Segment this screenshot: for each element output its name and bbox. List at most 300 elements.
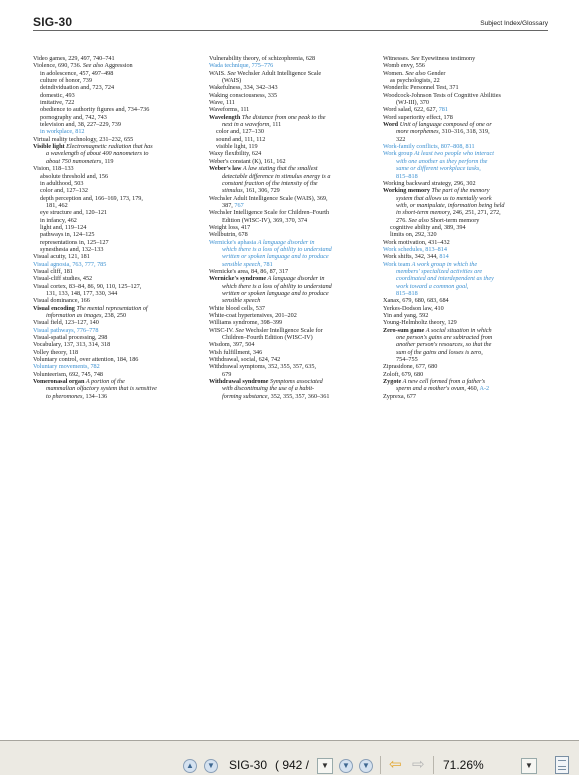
index-text: Yin and yang, 592 <box>383 312 429 320</box>
index-entry <box>33 356 193 363</box>
index-link[interactable]: same or different workplace tasks, <box>396 165 481 173</box>
index-column-3 <box>383 55 548 400</box>
index-text: sperm and a mother's ovum, <box>396 385 466 393</box>
index-text: more morphemes, <box>396 128 441 136</box>
index-entry <box>383 385 548 392</box>
index-text: which there is a loss of ability to understand <box>222 282 332 290</box>
index-text: 134–136 <box>83 392 108 400</box>
index-text: written or spoken language and to produce <box>222 290 329 297</box>
index-text: Williams syndrome, 398–399 <box>209 319 283 327</box>
index-entry <box>383 268 548 275</box>
index-text: Wechsler Adult Intelligence Scale <box>235 69 322 77</box>
index-text: Visual field, 123–127, 140 <box>33 319 99 327</box>
index-entry <box>33 261 193 268</box>
index-entry <box>383 128 548 135</box>
index-text: Visual-cliff studies, 452 <box>33 275 93 283</box>
index-entry <box>33 202 193 209</box>
index-link[interactable]: Work team <box>383 260 411 268</box>
index-text: 754–755 <box>396 356 418 364</box>
index-entry <box>383 143 548 150</box>
index-text: forming substance, <box>222 392 270 400</box>
index-text: Visual encoding <box>33 304 75 312</box>
index-text: Visual acuity, 121, 181 <box>33 253 90 261</box>
index-text: obedience to authority figures and, 734–736 <box>40 106 150 114</box>
index-entry <box>33 268 193 275</box>
index-entry <box>33 378 193 385</box>
index-entry <box>33 327 193 334</box>
index-text: Waveforms, 111 <box>209 106 250 114</box>
index-text: 181, 462 <box>46 201 68 209</box>
index-entry <box>209 217 374 224</box>
index-entry <box>209 393 374 400</box>
index-text: mammalian olfactory system that is sensitive <box>46 385 157 393</box>
index-text: See <box>235 326 244 334</box>
index-entry <box>33 231 193 238</box>
index-entry <box>209 327 374 334</box>
index-text: Wechsler Intelligence Scale for Children–Fourth <box>209 209 330 217</box>
index-text: Ziprasidone, 677, 680 <box>383 363 438 371</box>
index-entry <box>383 114 548 121</box>
index-text: Wakefulness, 334, 342–343 <box>209 84 278 92</box>
index-entry <box>209 268 374 275</box>
index-link[interactable]: 815–818 <box>396 172 418 180</box>
index-text: Violence, 690, 736. <box>33 62 83 70</box>
index-entry <box>209 99 374 106</box>
next-page-icon[interactable]: ▼ <box>359 759 373 773</box>
index-entry <box>383 246 548 253</box>
index-entry <box>33 363 193 370</box>
index-text: domestic, 493 <box>40 91 75 99</box>
index-text: White-coat hypertensives, 201–202 <box>209 312 297 320</box>
index-entry <box>33 275 193 282</box>
page-dropdown-icon[interactable]: ▼ <box>317 758 333 774</box>
index-entry <box>33 128 193 135</box>
index-text: Symptoms associated <box>268 378 323 386</box>
index-entry <box>209 128 374 135</box>
index-text: Short-term memory <box>428 216 480 224</box>
index-entry <box>383 180 548 187</box>
index-text: Visual cortex, 83–84, 86, 90, 110, 125–127, <box>33 282 142 290</box>
index-entry <box>209 349 374 356</box>
index-entry <box>33 290 193 297</box>
index-entry <box>383 378 548 385</box>
index-text: another person's resources, so that the <box>396 341 492 349</box>
index-text: 679 <box>222 370 232 378</box>
index-entry <box>209 55 374 62</box>
index-text: A social situation in which <box>424 326 492 334</box>
index-link[interactable]: Wada technique, 775–776 <box>209 62 274 70</box>
index-text: Zygote <box>383 378 402 386</box>
index-entry <box>383 239 548 246</box>
index-text: Word superiority effect, 178 <box>383 113 453 121</box>
index-entry <box>209 150 374 157</box>
index-entry <box>209 290 374 297</box>
index-entry <box>33 283 193 290</box>
index-entry <box>383 106 548 113</box>
index-entry <box>383 327 548 334</box>
index-text: WAIS. <box>209 69 228 77</box>
index-text: Work shifts, 342, 344, <box>383 253 440 261</box>
index-link[interactable]: 814 <box>439 253 449 261</box>
index-entry <box>383 84 548 91</box>
index-text: Vocabulary, 137, 313, 314, 318 <box>33 341 111 349</box>
index-text: light and, 119–124 <box>40 223 87 231</box>
index-text: system that allows us to mentally work <box>396 194 492 202</box>
index-text: culture of honor, 739 <box>40 77 92 85</box>
index-link[interactable]: which there is a loss of ability to understand <box>222 245 332 253</box>
index-entry <box>209 180 374 187</box>
index-link[interactable]: A-2 <box>479 385 490 393</box>
index-text: detectable difference in stimulus energy is a <box>222 172 331 180</box>
index-text: Young-Helmholtz theory, 129 <box>383 319 457 327</box>
index-entry <box>33 136 193 143</box>
index-text: 111 <box>270 121 282 129</box>
document-icon[interactable] <box>555 756 569 774</box>
index-text: Wave, 111 <box>209 99 235 107</box>
reader-toolbar <box>0 740 579 775</box>
index-entry <box>383 187 548 194</box>
index-text: Zyprexa, 677 <box>383 392 416 400</box>
index-text: color and, 127–130 <box>216 128 264 136</box>
index-text: Wish fulfillment, 346 <box>209 348 263 356</box>
index-text: Wernicke's syndrome <box>209 275 267 283</box>
index-entry <box>209 77 374 84</box>
index-text: Visual-spatial processing, 298 <box>33 334 108 342</box>
index-text: 131, 133, 148, 177, 330, 344 <box>46 290 118 297</box>
index-entry <box>33 70 193 77</box>
index-link[interactable]: 781 <box>261 260 273 268</box>
index-entry <box>383 99 548 106</box>
index-entry <box>209 341 374 348</box>
index-text: Waxy flexibility, 624 <box>209 150 262 158</box>
index-entry <box>209 305 374 312</box>
index-text: Visual dominance, 166 <box>33 297 90 305</box>
index-text: The mental representation of <box>74 304 148 312</box>
index-text: visible light, 119 <box>216 143 258 151</box>
index-text: deindividuation and, 723, 724 <box>40 84 115 92</box>
index-text: Vision, 118–133 <box>33 165 74 173</box>
index-entry <box>209 275 374 282</box>
index-text: sound and, 111, 112 <box>216 135 266 143</box>
index-link[interactable]: Work-family conflicts, 807–808, 811 <box>383 143 475 151</box>
index-link[interactable]: Visual pathways, 776–778 <box>33 326 99 334</box>
index-entry <box>383 253 548 260</box>
index-entry <box>209 209 374 216</box>
index-entry <box>33 195 193 202</box>
index-entry <box>33 180 193 187</box>
zoom-dropdown-icon[interactable]: ▼ <box>521 758 537 774</box>
index-entry <box>383 224 548 231</box>
index-text: Vomeronasal organ <box>33 378 85 386</box>
index-entry <box>209 239 374 246</box>
index-entry <box>33 217 193 224</box>
index-entry <box>383 371 548 378</box>
index-text: White blood cells, 537 <box>209 304 266 312</box>
index-text: Electromagnetic radiation that has <box>64 143 153 151</box>
index-text: See <box>227 69 236 77</box>
back-icon[interactable]: ⇦ <box>389 756 402 773</box>
index-entry <box>33 341 193 348</box>
index-text: A portion of the <box>84 378 125 386</box>
index-text: Weber's law <box>209 165 242 173</box>
index-text: Women. <box>383 69 406 77</box>
index-entry <box>33 385 193 392</box>
index-text: Xanax, 679, 680, 683, 684 <box>383 297 449 305</box>
index-text: Weight loss, 417 <box>209 223 251 231</box>
index-entry <box>209 187 374 194</box>
index-text: See also <box>405 69 426 77</box>
index-text: Work motivation, 431–432 <box>383 238 450 246</box>
index-entry <box>33 349 193 356</box>
index-entry <box>209 195 374 202</box>
index-text: 276. <box>396 216 409 224</box>
forward-icon[interactable]: ⇨ <box>412 756 425 773</box>
index-text: Vulnerability theory, of schizophrenia, 628 <box>209 55 316 62</box>
index-text: Video games, 229, 497, 740–741 <box>33 55 115 62</box>
index-text: Witnesses. <box>383 55 411 62</box>
index-entry <box>33 393 193 400</box>
index-entry <box>209 114 374 121</box>
index-text: Wonderlic Personnel Test, 371 <box>383 84 459 92</box>
index-entry <box>383 165 548 172</box>
index-text: 161, 306, 729 <box>244 187 280 195</box>
index-entry <box>209 106 374 113</box>
index-text: Word <box>383 121 399 129</box>
index-entry <box>209 385 374 392</box>
index-link[interactable]: A work group in which the <box>410 260 478 268</box>
index-text: Withdrawal, social, 624, 742 <box>209 356 281 364</box>
index-text: sensible speech <box>222 297 261 305</box>
index-text: A language disorder in <box>266 275 325 283</box>
index-entry <box>383 393 548 400</box>
index-entry <box>209 334 374 341</box>
index-text: 387, <box>222 201 235 209</box>
index-text: Wavelength <box>209 113 241 121</box>
index-link[interactable]: At least two people who interact <box>412 150 494 158</box>
index-text: next in a waveform, <box>222 121 271 129</box>
index-text: Weber's constant (K), 161, 162 <box>209 157 286 165</box>
index-text: in adulthood, 503 <box>40 179 84 187</box>
index-link[interactable]: coordinated and interdependent as they <box>396 275 494 283</box>
index-entry <box>383 319 548 326</box>
index-entry <box>209 312 374 319</box>
index-entry <box>33 99 193 106</box>
scroll-up-icon[interactable]: ▲ <box>183 759 197 773</box>
index-entry <box>209 297 374 304</box>
zoom-field[interactable]: 71.26% <box>443 758 484 772</box>
index-text: Voluntary control, over attention, 184, 186 <box>33 356 139 364</box>
index-entry <box>383 290 548 297</box>
index-text: Waking consciousness, 335 <box>209 91 278 99</box>
index-text: The part of the memory <box>429 187 490 195</box>
index-entry <box>33 371 193 378</box>
index-entry <box>209 165 374 172</box>
index-link[interactable]: Work schedules, 813–814 <box>383 245 447 253</box>
index-entry <box>33 55 193 62</box>
index-link[interactable]: A language disorder in <box>256 238 315 246</box>
index-entry <box>33 334 193 341</box>
index-entry <box>383 217 548 224</box>
index-entry <box>383 305 548 312</box>
index-entry <box>209 231 374 238</box>
index-link[interactable]: Voluntary movements, 782 <box>33 363 100 371</box>
index-link[interactable]: written or spoken language and to produce <box>222 253 329 261</box>
index-entry <box>209 62 374 69</box>
index-link[interactable]: Wernicke's aphasia <box>209 238 257 246</box>
index-entry <box>33 305 193 312</box>
index-entry <box>383 349 548 356</box>
index-entry <box>209 202 374 209</box>
index-text: Gender <box>425 69 446 77</box>
index-text: pornography and, 742, 743 <box>40 113 107 121</box>
toolbar-separator <box>433 756 434 774</box>
index-entry <box>209 224 374 231</box>
index-text: Aggression <box>103 62 133 70</box>
index-text: imitative, 722 <box>40 99 75 107</box>
page-number-field[interactable]: ( 942 / <box>275 758 310 772</box>
previous-page-icon[interactable]: ▼ <box>339 759 353 773</box>
index-entry <box>209 356 374 363</box>
index-entry <box>209 371 374 378</box>
index-entry <box>383 136 548 143</box>
index-entry <box>33 114 193 121</box>
index-entry <box>33 297 193 304</box>
index-text: in adolescence, 457, 497–498 <box>40 69 114 77</box>
index-text: sum of the gains and losses is zero, <box>396 348 483 356</box>
index-text: Wechsler Adult Intelligence Scale (WAIS), 369, <box>209 194 328 202</box>
index-entry <box>383 55 548 62</box>
index-entry <box>209 378 374 385</box>
index-link[interactable]: with one another as they perform the <box>396 157 488 165</box>
index-text: to pheromones, <box>46 392 84 400</box>
index-text: 246, 251, 271, 272, <box>451 209 501 217</box>
index-entry <box>33 239 193 246</box>
index-text: Visual cliff, 181 <box>33 267 73 275</box>
index-text: Wisdom, 397, 504 <box>209 341 255 349</box>
index-text: in short-term memory, <box>396 209 452 217</box>
index-entry <box>383 173 548 180</box>
index-entry <box>209 143 374 150</box>
index-link[interactable]: sensible speech, <box>222 260 262 268</box>
index-text: with discontinuing the use of a habit- <box>222 385 315 393</box>
index-text: Visible light <box>33 143 65 151</box>
index-entry <box>33 312 193 319</box>
index-text: See also <box>408 216 429 224</box>
index-text: A law stating that the smallest <box>241 165 318 173</box>
index-text: stimulus, <box>222 187 245 195</box>
index-text: Womb envy, 556 <box>383 62 425 70</box>
toolbar-separator <box>380 756 381 774</box>
index-entry <box>383 341 548 348</box>
index-entry <box>209 84 374 91</box>
index-text: Edition (WISC-IV), 369, 370, 374 <box>222 216 308 224</box>
index-link[interactable]: Visual agnosia, 763, 777, 785 <box>33 260 107 268</box>
index-entry <box>209 173 374 180</box>
index-link[interactable]: members' specialized activities are <box>396 267 483 275</box>
index-text: limits on, 292, 320 <box>390 231 437 239</box>
index-entry <box>383 312 548 319</box>
index-text: Virtual reality technology, 231–232, 655 <box>33 135 134 143</box>
index-text: Withdrawal symptoms, 352, 355, 357, 635, <box>209 363 316 371</box>
index-text: 352, 355, 357, 360–361 <box>269 392 330 400</box>
index-entry <box>383 261 548 268</box>
index-entry <box>383 195 548 202</box>
index-text: 238, 250 <box>102 312 127 320</box>
index-link[interactable]: 815–818 <box>396 290 418 297</box>
index-entry <box>33 143 193 150</box>
index-entry <box>209 70 374 77</box>
index-text: Unit of language composed of one or <box>398 121 492 129</box>
index-text: one person's gains are subtracted from <box>396 334 493 342</box>
index-entry <box>209 319 374 326</box>
index-entry <box>33 173 193 180</box>
index-entry <box>209 363 374 370</box>
index-text: Wechsler Intelligence Scale for <box>243 326 323 334</box>
index-text: representations in, 125–127 <box>40 238 109 246</box>
index-text: Woodcock-Johnson Tests of Cognitive Abilities <box>383 91 501 99</box>
index-entry <box>383 202 548 209</box>
index-entry <box>383 92 548 99</box>
scroll-down-icon[interactable]: ▼ <box>204 759 218 773</box>
index-text: Children–Fourth Edition (WISC-IV) <box>222 334 313 342</box>
index-text: See also <box>82 62 104 70</box>
index-link[interactable]: work toward a common goal, <box>396 282 469 290</box>
index-text: constant fraction of the intensity of the <box>222 179 318 187</box>
index-entry <box>33 150 193 157</box>
index-entry <box>383 150 548 157</box>
index-column-1 <box>33 55 193 400</box>
index-text: Yerkes-Dodson law, 410 <box>383 304 444 312</box>
index-text: Volunteerism, 692, 745, 748 <box>33 370 104 378</box>
page-header-title: SIG-30 <box>33 15 73 29</box>
index-entry <box>33 84 193 91</box>
index-text: a wavelength of about 400 nanometers to <box>46 150 149 158</box>
index-text: with, or manipulate, information being held <box>396 201 505 209</box>
index-text: Zero-sum game <box>383 326 425 334</box>
index-text: synesthesia and, 132–133 <box>40 245 104 253</box>
index-text: 460, <box>465 385 480 393</box>
index-column-2 <box>209 55 374 400</box>
index-entry <box>383 209 548 216</box>
index-text: depth perception and, 166–169, 173, 179, <box>40 194 143 202</box>
index-entry <box>383 121 548 128</box>
index-text: A new cell formed from a father's <box>401 378 486 386</box>
index-entry <box>383 363 548 370</box>
index-text: 119 <box>102 157 114 165</box>
index-text: Volley theory, 118 <box>33 348 79 356</box>
index-text: about 750 nanometers, <box>46 157 103 165</box>
index-entry <box>33 246 193 253</box>
index-text: absolute threshold and, 156 <box>40 172 109 180</box>
index-entry <box>33 62 193 69</box>
index-link[interactable]: in workplace, 812 <box>40 128 85 136</box>
index-text: The distance from one peak to the <box>240 113 326 121</box>
index-entry <box>383 334 548 341</box>
page-label-field[interactable]: SIG-30 <box>229 758 268 772</box>
index-link[interactable]: Work group <box>383 150 413 158</box>
index-link[interactable]: 781 <box>438 106 448 114</box>
index-text: cognitive ability and, 389, 394 <box>390 223 466 231</box>
index-text: See <box>410 55 420 62</box>
index-entry <box>209 92 374 99</box>
index-entry <box>209 158 374 165</box>
index-text: pathways in, 124–125 <box>40 231 95 239</box>
index-text: Withdrawal syndrome <box>209 378 269 386</box>
index-text: in infancy, 462 <box>40 216 77 224</box>
index-entry <box>209 121 374 128</box>
index-link[interactable]: 767 <box>234 201 244 209</box>
index-entry <box>33 92 193 99</box>
